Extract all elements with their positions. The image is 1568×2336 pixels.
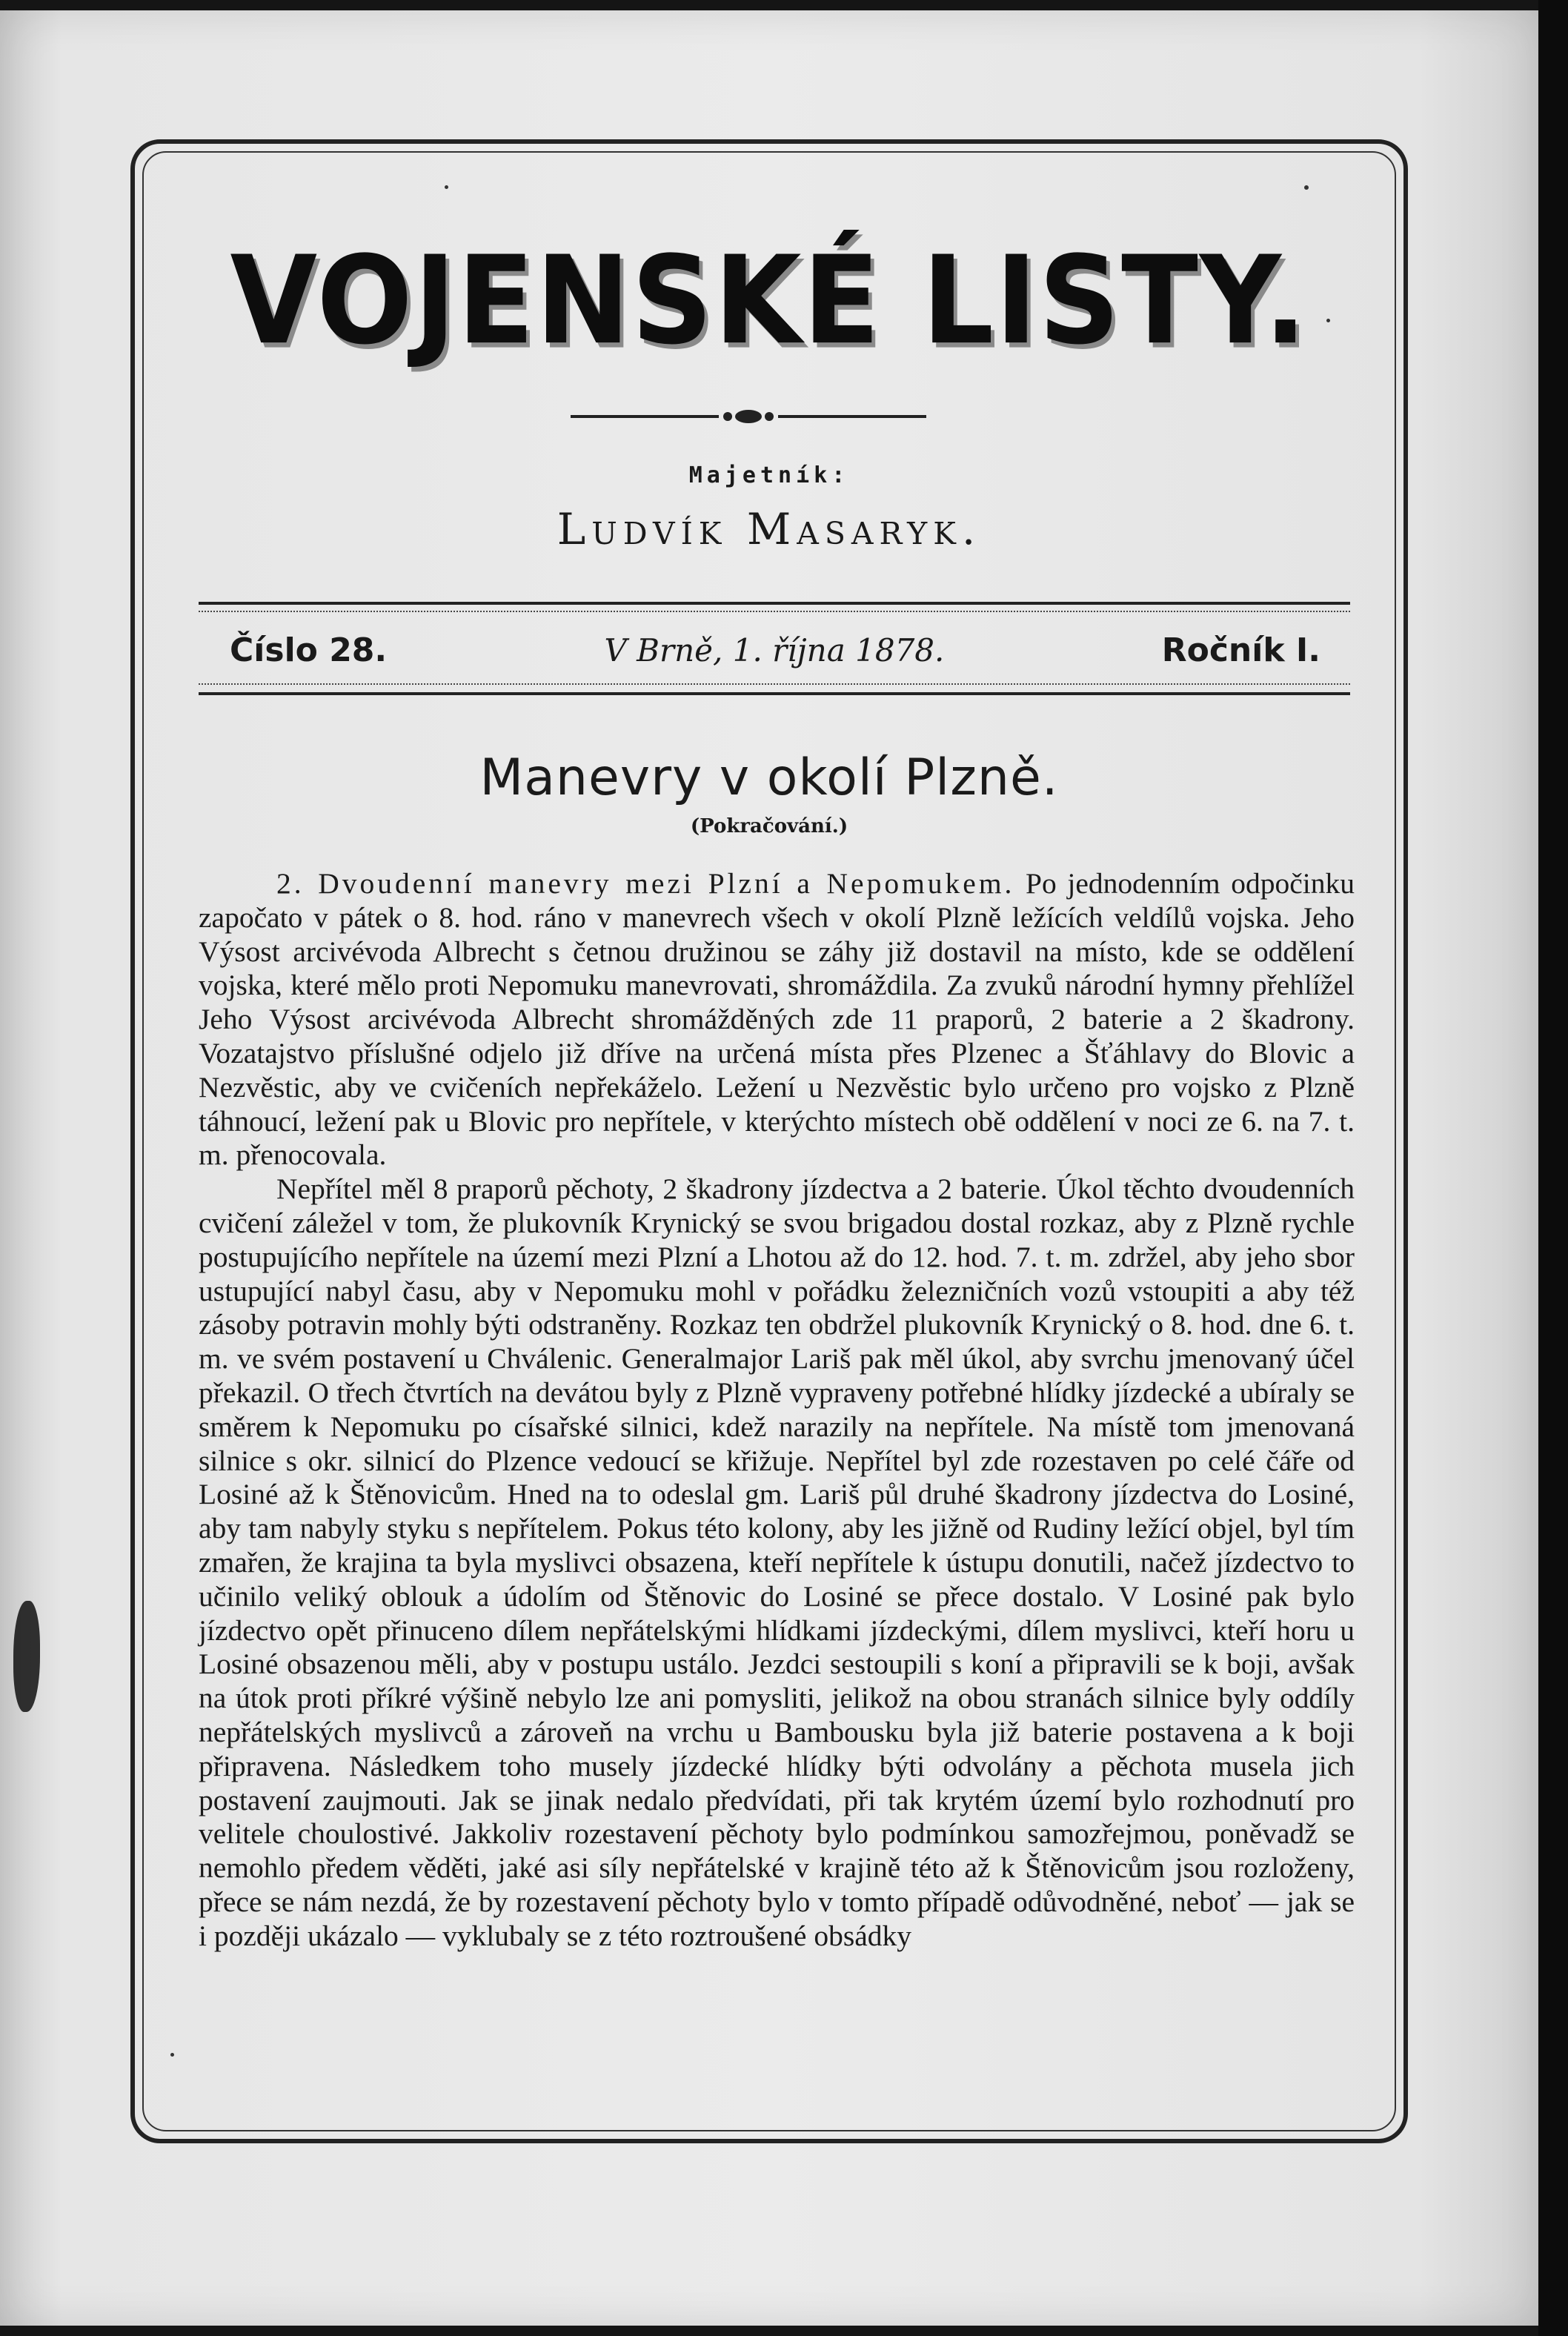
owner-name: Ludvík Masaryk. [557, 504, 982, 554]
section-heading: 2. Dvoudenní manevry mezi Plzní a Nepomukem. [276, 867, 1015, 900]
issue-volume: Ročník I. [1161, 631, 1320, 669]
header-rule-bottom [199, 692, 1350, 695]
article-body [199, 867, 1355, 1954]
scan-edge [1538, 0, 1568, 2336]
header-rule-top-dotted [199, 611, 1350, 612]
ink-smudge [13, 1601, 40, 1712]
paragraph-text: Po jednodenním odpočinku započato v pátek o 8. hod. ráno v manevrech všech v okolí Plzně ležících veldílů vojska. Jeho Výsost arcivévoda Albrecht s četnou družinou se záhy již dostavil na místo, kde se oddělení vojska, které mělo proti Nepomuku manevrovati, shromáždila. Za zvuků národní hymny přehlížel Jeho Výsost arcivévoda Albrecht shromážděných zde 11 praporů, 2 baterie a 2 škadrony. Vozatajstvo příslušné odjelo již dříve na určená místa přes Plzenec a Šťáhlavy do Blovic a Nezvěstic, aby ve cvičeních nepřekáželo. Ležení u Nezvěstic bylo určeno pro vojsko z Plzně táhnoucí, ležení pak u Blovic pro nepřítele, v kterýchto místech obě oddělení v noci ze 6. na 7. t. m. přenocovala. [199, 867, 1355, 1172]
issue-number: Číslo 28. [230, 631, 388, 669]
header-rule-top [199, 602, 1350, 605]
masthead-ornament [571, 408, 926, 425]
header-rule-bottom-dotted [199, 683, 1350, 685]
issue-date: V Brně, 1. října 1878. [604, 631, 945, 668]
article-title: Manevry v okolí Plzně. [479, 749, 1059, 807]
owner-label: Majetník: [688, 462, 850, 488]
article-paragraph: Nepřítel měl 8 praporů pěchoty, 2 škadrony jízdectva a 2 baterie. Úkol těchto dvoudenních cvičení záležel v tom, že plukovník Krynický se svou brigadou dostal rozkaz, aby z Plzně rychle postupujícího nepřítele na území mezi Plzní a Lhotou až do 12. hod. 7. t. m. zdržel, aby jeho sbor ustupující nabyl času, aby v Nepomuku mohl v pořádku železničních vozů vstoupiti a aby též zásoby potravin mohly býti odstraněny. Rozkaz ten obdržel plukovník Krynický o 8. hod. dne 6. t. m. ve svém postavení u Chválenic. Generalmajor Lariš pak měl úkol, aby svrchu jmenovaný účel překazil. O třech čtvrtích na devátou byly z Plzně vypraveny potřebné hlídky jízdecké a ubíraly se směrem k Nepomuku po císařské silnici, kdež narazily na nepřítele. Na místě tom jmenovaná silnice s okr. silnicí do Plzence vedoucí se křižuje. Nepřítel byl zde rozestaven po celé čáře od Losiné až k Štěnovicům. Hned na to odeslal gm. Lariš půl druhé škadrony jízdectva do Losiné, aby tam nabyly styku s nepřítelem. Pokus této kolony, aby les jižně od Rudiny ležící objel, byl tím zmařen, že krajina ta byla myslivci obsazena, kteří nepřítele k ústupu donutili, načež jízdectvo to učinilo veliký oblouk a údolím od Štěnovic do Losiné se přece dostalo. V Losiné pak bylo jízdectvo opět přinuceno dílem nepřátelskými hlídkami jízdeckými, dílem myslivci, kteří horu u Losiné obsazenou měli, aby v postupu ustálo. Jezdci sestoupili s koní a připravili se k boji, avšak na útok proti příkré výšině nebylo lze ani pomysliti, jelikož na obou stranách silnice byly oddíly nepřátelských myslivců a zároveň na vrchu u Bambousku byla již baterie postavena a k boji připravena. Následkem toho musely jízdecké hlídky býti odvolány a pěchota musela jich postavení zaujmouti. Jak se jinak nedalo předvídati, při tak krytém území bylo rozhodnutí pro velitele choulostivé. Jakkoliv rozestavení pěchoty bylo podmínkou samozřejmou, poněvadž se nemohlo předem věděti, jaké asi síly nepřátelské v krajině této až k Štěnovicům jsou rozloženy, přece se nám nezdá, že by rozestavení pěchoty bylo v tomto případě odůvodněné, neboť — jak se i později ukázalo — vyklubaly se z této roztroušené obsádky [199, 1172, 1355, 1952]
issue-info-bar [230, 624, 1320, 676]
article-continued-note: (Pokračování.) [690, 815, 848, 837]
masthead-title: VOJENSKÉ LISTY. [230, 229, 1309, 372]
article-paragraph [199, 867, 1355, 1172]
